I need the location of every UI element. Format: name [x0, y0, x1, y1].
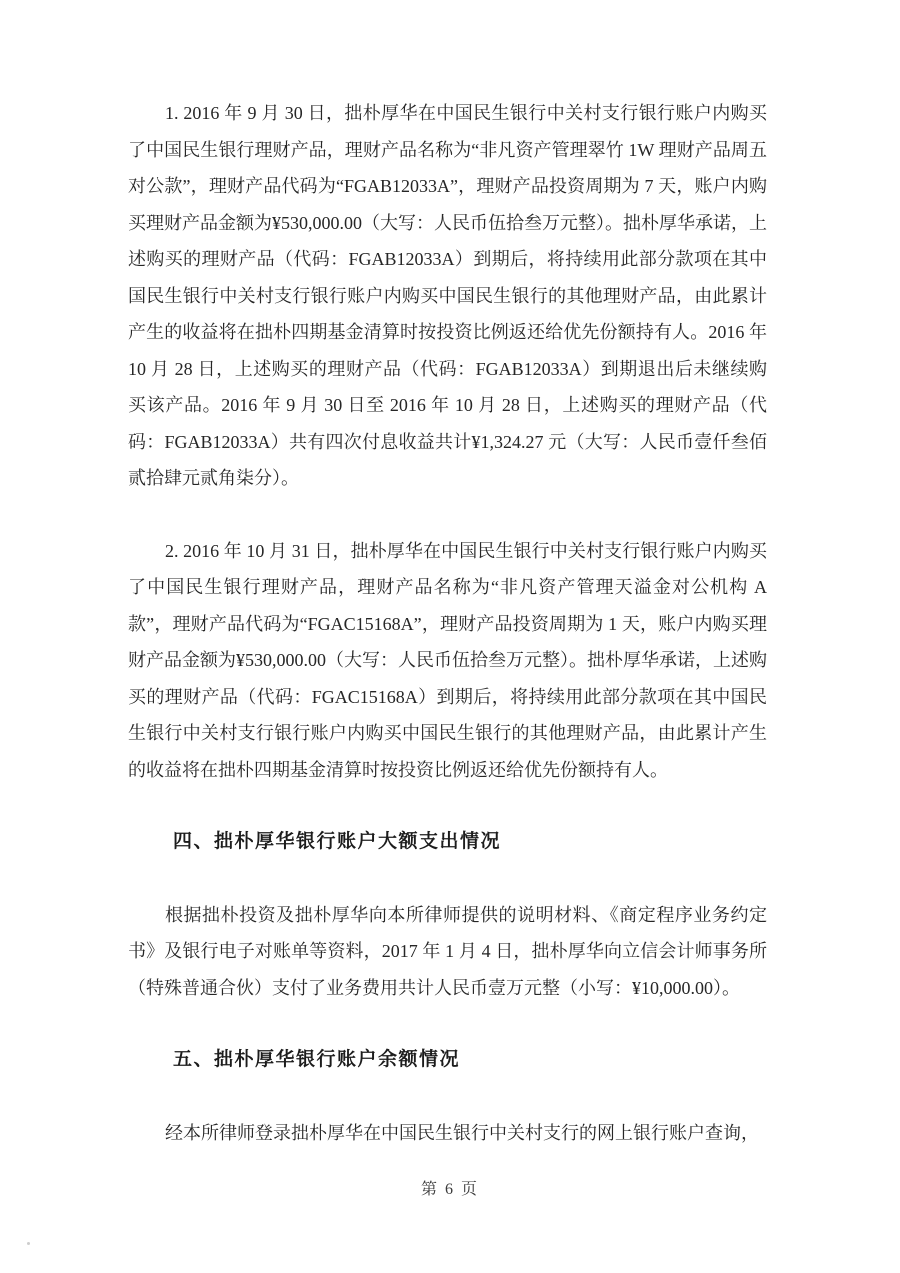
section-four-body-paragraph: 根据拙朴投资及拙朴厚华向本所律师提供的说明材料、《商定程序业务约定书》及银行电子对账单等资料，2017 年 1 月 4 日，拙朴厚华向立信会计师事务所（特殊普通合伙）支付了业务费用共计人民币壹万元整（小写：¥10,000.00）。 [128, 904, 767, 998]
numbered-paragraph-1: 1. 2016 年 9 月 30 日，拙朴厚华在中国民生银行中关村支行银行账户内购买了中国民生银行理财产品，理财产品名称为“非凡资产管理翠竹 1W 理财产品周五对公款”，理财产品代码为“FGAB12033A”，理财产品投资周期为 7 天，账户内购买理财产品金额为¥530,000.00（大写：人民币伍拾叁万元整）。拙朴厚华承诺，上述购买的理财产品（代码：FGAB12033A）到期后，将持续用此部分款项在其中国民生银行中关村支行银行账户内购买中国民生银行的其他理财产品，由此累计产生的收益将在拙朴四期基金清算时按投资比例返还给优先份额持有人。2016 年 10 月 28 日，上述购买的理财产品（代码：FGAB12033A）到期退出后未继续购买该产品。2016 年 9 月 30 日至 2016 年 10 月 28 日，上述购买的理财产品（代码：FGAB12033A）共有四次付息收益共计¥1,324.27 元（大写：人民币壹仟叁佰贰拾肆元贰角柒分）。 [128, 103, 767, 488]
numbered-paragraph-2: 2. 2016 年 10 月 31 日，拙朴厚华在中国民生银行中关村支行银行账户内购买了中国民生银行理财产品，理财产品名称为“非凡资产管理天溢金对公机构 A 款”，理财产品代码为“FGAC15168A”，理财产品投资周期为 1 天，账户内购买理财产品金额为¥530,000.00（大写：人民币伍拾叁万元整）。拙朴厚华承诺，上述购买的理财产品（代码：FGAC15168A）到期后，将持续用此部分款项在其中国民生银行中关村支行银行账户内购买中国民生银行的其他理财产品，由此累计产生的收益将在拙朴四期基金清算时按投资比例返还给优先份额持有人。 [128, 540, 767, 780]
section-heading-five: 五、拙朴厚华银行账户余额情况 [173, 1049, 461, 1070]
scan-artifact-dot [27, 1242, 30, 1245]
section-five-body-paragraph: 经本所律师登录拙朴厚华在中国民生银行中关村支行的网上银行账户查询， [165, 1122, 759, 1143]
document-content [128, 95, 767, 1187]
section-heading-four: 四、拙朴厚华银行账户大额支出情况 [173, 831, 502, 852]
page-number-footer: 第 6 页 [420, 1181, 479, 1198]
